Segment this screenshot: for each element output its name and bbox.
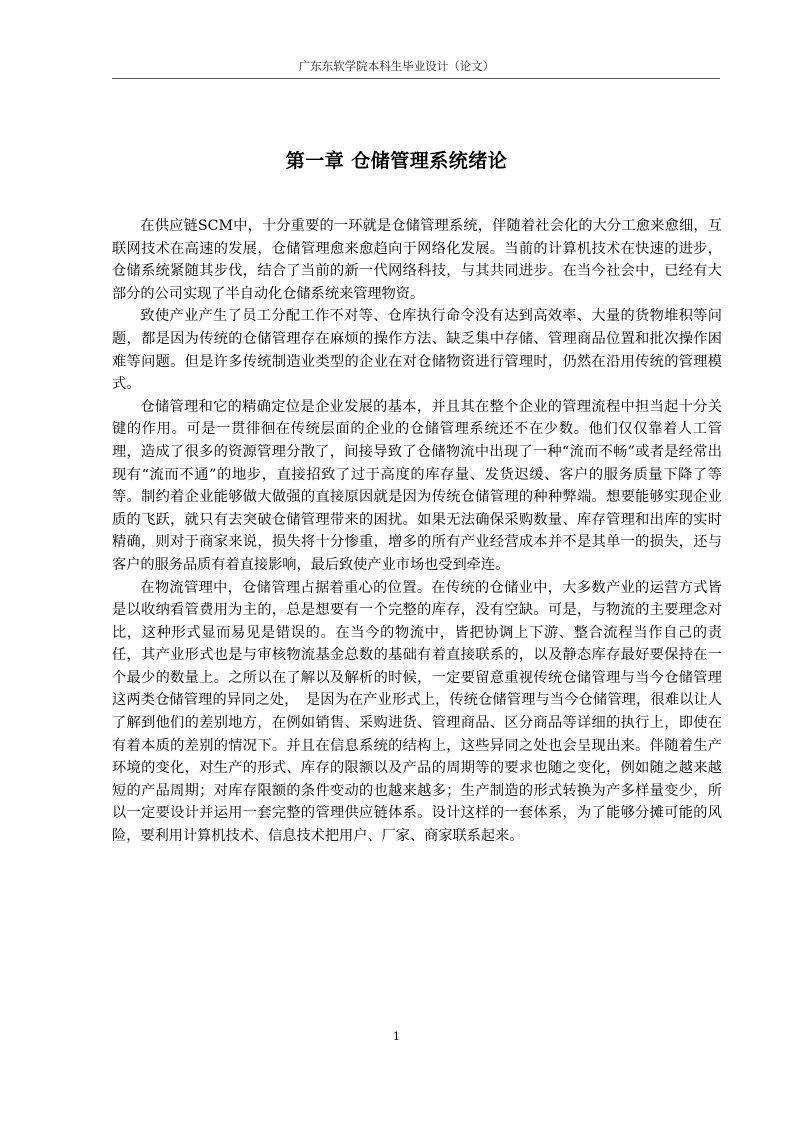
body-paragraph: 仓储管理和它的精确定位是企业发展的基本，并且其在整个企业的管理流程中担当起十分关键的作用。可是一贯徘徊在传统层面的企业的仓储管理系统还不在少数。他们仅仅靠着人工管理，造成了很多的资源管理分散了，间接导致了仓储物流中出现了一种“流而不畅”或者是经常出现有“流而不通”的地步，直接招致了过于高度的库存量、发货迟缓、客户的服务质量下降了等等。制约着企业能够做大做强的直接原因就是因为传统仓储管理的种种弊端。想要能够实现企业质的飞跃，就只有去突破仓储管理带来的困扰。如果无法确保采购数量、库存管理和出库的实时精确，则对于商家来说，损失将十分惨重，增多的所有产业经营成本并不是其单一的损失，还与客户的服务品质有着直接影响，最后致使产业市场也受到牵连。 — [112, 398, 722, 573]
page-number: 1 — [393, 1030, 400, 1043]
body-paragraph: 在供应链SCM中，十分重要的一环就是仓储管理系统，伴随着社会化的大分工愈来愈细，互联网技术在高速的发展，仓储管理愈来愈趋向于网络化发展。当前的计算机技术在快速的进步，仓储系统紧随其步伐，结合了当前的新一代网络科技，与其共同进步。在当今社会中，已经有大部分的公司实现了半自动化仓储系统来管理物资。 — [112, 218, 722, 302]
body-paragraph: 致使产业产生了员工分配工作不对等、仓库执行命令没有达到高效率、大量的货物堆积等问题，都是因为传统的仓储管理存在麻烦的操作方法、缺乏集中存储、管理商品位置和批次操作困难等问题。但是许多传统制造业类型的企业在对仓储物资进行管理时，仍然在沿用传统的管理模式。 — [112, 308, 722, 393]
chapter-body — [112, 215, 722, 848]
body-paragraph: 在物流管理中，仓储管理占据着重心的位置。在传统的仓储业中，大多数产业的运营方式皆是以收纳看管费用为主的，总是想要有一个完整的库存，没有空缺。可是，与物流的主要理念对比，这种形式显而易见是错误的。在当今的物流中，皆把协调上下游、整合流程当作自己的责任，其产业形式也是与审核物流基金总数的基础有着直接联系的，以及静态库存最好要保持在一个最少的数量上。之所以在了解以及解析的时候，一定要留意重视传统仓储管理与当今仓储管理这两类仓储管理的异同之处， 是因为在产业形式上，传统仓储管理与当今仓储管理，很难以让人了解到他们的差别地方，在例如销售、采购进货、管理商品、区分商品等详细的执行上，即使在有着本质的差别的情况下。并且在信息系统的结构上，这些异同之处也会呈现出来。伴随着生产环境的变化，对生产的形式、库存的限额以及产品的周期等的要求也随之变化，例如随之越来越短的产品周期；对库存限额的条件变动的也越来越多；生产制造的形式转换为产多样量变少，所以一定要设计并运用一套完整的管理供应链体系。设计这样的一套体系，为了能够分摊可能的风险，要利用计算机技术、信息技术把用户、厂家、商家联系起来。 — [112, 579, 722, 845]
running-header: 广东东软学院本科生毕业设计（论文） — [298, 59, 495, 73]
header-divider — [112, 78, 720, 79]
chapter-title: 第一章 仓储管理系统绪论 — [285, 150, 508, 172]
